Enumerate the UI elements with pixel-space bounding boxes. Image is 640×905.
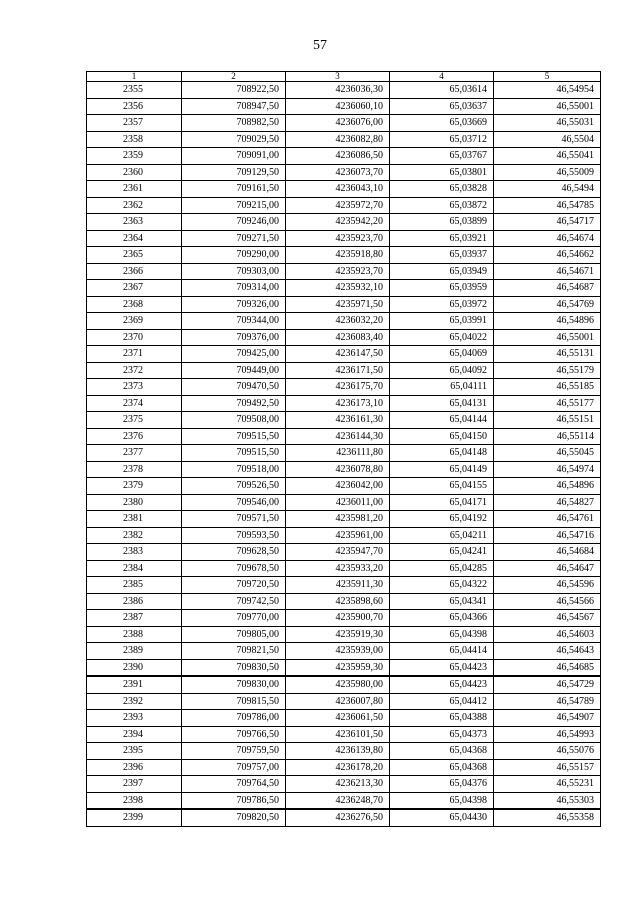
table-cell: 709246,00 [182,214,286,231]
table-row [87,131,601,148]
table-cell: 4235933,20 [286,560,390,577]
table-cell: 4235932,10 [286,280,390,297]
table-cell: 46,54769 [494,296,601,313]
table-cell: 65,03937 [390,247,494,264]
table-cell: 4235923,70 [286,263,390,280]
table-cell: 46,55185 [494,379,601,396]
table-row [87,296,601,313]
table-cell: 2382 [87,527,182,544]
table-cell: 46,54896 [494,478,601,495]
table-cell: 46,54567 [494,610,601,627]
table-cell: 46,55001 [494,329,601,346]
table-row [87,115,601,132]
table-cell: 65,03991 [390,313,494,330]
table-cell: 65,04241 [390,544,494,561]
table-cell: 4236042,00 [286,478,390,495]
table-cell: 2383 [87,544,182,561]
table-row [87,809,601,826]
table-cell: 46,55045 [494,445,601,462]
table-cell: 4236147,50 [286,346,390,363]
table-row [87,362,601,379]
coordinates-table [86,71,601,827]
table-cell: 46,54974 [494,461,601,478]
table-cell: 709271,50 [182,230,286,247]
table-cell: 708982,50 [182,115,286,132]
table-cell: 65,03637 [390,98,494,115]
table-cell: 2361 [87,181,182,198]
table-cell: 46,55001 [494,98,601,115]
table-cell: 4236060,10 [286,98,390,115]
table-cell: 2391 [87,676,182,693]
table-row [87,792,601,809]
table-row [87,659,601,676]
table-cell: 4236061,50 [286,710,390,727]
table-row [87,214,601,231]
table-cell: 46,55151 [494,412,601,429]
table-cell: 65,03801 [390,164,494,181]
table-cell: 65,03828 [390,181,494,198]
table-cell: 709757,00 [182,759,286,776]
table-cell: 709515,50 [182,445,286,462]
table-cell: 46,54566 [494,593,601,610]
column-header-5: 5 [494,72,601,82]
table-row [87,247,601,264]
table-cell: 46,55009 [494,164,601,181]
table-cell: 2368 [87,296,182,313]
table-cell: 65,04423 [390,676,494,693]
table-row [87,263,601,280]
table-cell: 2355 [87,82,182,99]
table-cell: 46,54662 [494,247,601,264]
table-row [87,643,601,660]
table-cell: 2378 [87,461,182,478]
table-cell: 65,04211 [390,527,494,544]
table-cell: 2365 [87,247,182,264]
table-row [87,494,601,511]
table-cell: 46,54785 [494,197,601,214]
table-cell: 709628,50 [182,544,286,561]
table-cell: 2358 [87,131,182,148]
table-cell: 2398 [87,792,182,809]
table-cell: 709161,50 [182,181,286,198]
table-cell: 709029,50 [182,131,286,148]
table-cell: 709742,50 [182,593,286,610]
table-cell: 65,04285 [390,560,494,577]
table-row [87,544,601,561]
table-cell: 46,54761 [494,511,601,528]
page-number: 57 [313,38,327,53]
table-cell: 65,04111 [390,379,494,396]
table-cell: 4235911,30 [286,577,390,594]
table-cell: 4235919,30 [286,626,390,643]
table-cell: 46,54684 [494,544,601,561]
table-cell: 709449,00 [182,362,286,379]
table-row [87,527,601,544]
table-cell: 709805,00 [182,626,286,643]
table-cell: 4236101,50 [286,726,390,743]
table-cell: 709215,00 [182,197,286,214]
table-cell: 2397 [87,776,182,793]
table-cell: 4236076,00 [286,115,390,132]
table-row [87,164,601,181]
table-row [87,478,601,495]
table-cell: 46,54685 [494,659,601,676]
table-cell: 2371 [87,346,182,363]
table-cell: 709508,00 [182,412,286,429]
table-row [87,511,601,528]
table-cell: 2387 [87,610,182,627]
table-row [87,148,601,165]
table-cell: 65,03614 [390,82,494,99]
table-header-row [87,72,601,82]
table-cell: 709314,00 [182,280,286,297]
table-row [87,181,601,198]
table-cell: 4236139,80 [286,743,390,760]
table-row [87,776,601,793]
table-cell: 46,54671 [494,263,601,280]
table-cell: 2381 [87,511,182,528]
table-cell: 4235959,30 [286,659,390,676]
table-cell: 65,04398 [390,626,494,643]
table-cell: 46,54603 [494,626,601,643]
table-row [87,710,601,727]
table-cell: 65,04398 [390,792,494,809]
table-cell: 65,03959 [390,280,494,297]
table-cell: 4235918,80 [286,247,390,264]
table-cell: 2386 [87,593,182,610]
table-cell: 46,54993 [494,726,601,743]
table-cell: 709492,50 [182,395,286,412]
table-cell: 2392 [87,693,182,710]
table-cell: 2396 [87,759,182,776]
table-cell: 709678,50 [182,560,286,577]
table-cell: 46,54954 [494,82,601,99]
table-row [87,379,601,396]
table-cell: 65,04322 [390,577,494,594]
table-cell: 2399 [87,809,182,826]
table-cell: 2395 [87,743,182,760]
table-cell: 46,55114 [494,428,601,445]
table-cell: 709764,50 [182,776,286,793]
table-cell: 46,55157 [494,759,601,776]
table-cell: 4236276,50 [286,809,390,826]
table-cell: 65,03669 [390,115,494,132]
table-row [87,461,601,478]
table-cell: 46,5494 [494,181,601,198]
table-cell: 4236171,50 [286,362,390,379]
table-cell: 65,03872 [390,197,494,214]
table-cell: 709376,00 [182,329,286,346]
table-cell: 46,55076 [494,743,601,760]
table-cell: 2388 [87,626,182,643]
table-cell: 4235980,00 [286,676,390,693]
table-cell: 65,04131 [390,395,494,412]
table-cell: 4236173,10 [286,395,390,412]
table-row [87,313,601,330]
table-cell: 4235900,70 [286,610,390,627]
table-row [87,329,601,346]
table-cell: 65,04155 [390,478,494,495]
table-cell: 46,55177 [494,395,601,412]
table-cell: 65,03899 [390,214,494,231]
table-cell: 709770,00 [182,610,286,627]
table-row [87,577,601,594]
table-cell: 46,5504 [494,131,601,148]
table-row [87,346,601,363]
table-cell: 65,04373 [390,726,494,743]
table-cell: 709766,50 [182,726,286,743]
table-cell: 2363 [87,214,182,231]
table-cell: 2366 [87,263,182,280]
table-cell: 709091,00 [182,148,286,165]
table-cell: 4236073,70 [286,164,390,181]
table-cell: 65,04022 [390,329,494,346]
table-row [87,560,601,577]
table-cell: 46,54717 [494,214,601,231]
table-body [87,82,601,827]
table-cell: 4236078,80 [286,461,390,478]
table-cell: 4236011,00 [286,494,390,511]
table-cell: 46,54729 [494,676,601,693]
table-cell: 65,04092 [390,362,494,379]
table-cell: 65,04192 [390,511,494,528]
table-cell: 4236175,70 [286,379,390,396]
table-cell: 4235961,00 [286,527,390,544]
table-cell: 65,04414 [390,643,494,660]
table-cell: 65,04069 [390,346,494,363]
column-header-3: 3 [286,72,390,82]
table-row [87,280,601,297]
table-cell: 709830,50 [182,659,286,676]
table-cell: 4235923,70 [286,230,390,247]
column-header-4: 4 [390,72,494,82]
table-cell: 46,54674 [494,230,601,247]
table-cell: 65,04368 [390,743,494,760]
table-cell: 709759,50 [182,743,286,760]
table-cell: 709815,50 [182,693,286,710]
table-cell: 46,54596 [494,577,601,594]
table-cell: 4236007,80 [286,693,390,710]
table-cell: 2357 [87,115,182,132]
table-row [87,428,601,445]
table-cell: 65,04144 [390,412,494,429]
table-cell: 2390 [87,659,182,676]
table-cell: 65,04412 [390,693,494,710]
table-cell: 2369 [87,313,182,330]
table-cell: 65,04366 [390,610,494,627]
table-cell: 2362 [87,197,182,214]
table-cell: 4235972,70 [286,197,390,214]
table-cell: 2360 [87,164,182,181]
table-cell: 2393 [87,710,182,727]
table-cell: 65,04171 [390,494,494,511]
table-cell: 46,55031 [494,115,601,132]
table-cell: 4236036,30 [286,82,390,99]
table-cell: 709593,50 [182,527,286,544]
table-cell: 709786,50 [182,792,286,809]
table-cell: 4236082,80 [286,131,390,148]
table-cell: 4236032,20 [286,313,390,330]
table-cell: 46,55179 [494,362,601,379]
table-cell: 65,03767 [390,148,494,165]
table-cell: 46,54643 [494,643,601,660]
table-cell: 65,03921 [390,230,494,247]
table-cell: 708922,50 [182,82,286,99]
table-cell: 46,55041 [494,148,601,165]
table-cell: 4235981,20 [286,511,390,528]
table-row [87,395,601,412]
table-row [87,676,601,693]
table-cell: 2394 [87,726,182,743]
table-cell: 65,03712 [390,131,494,148]
table-cell: 709720,50 [182,577,286,594]
table-cell: 709546,00 [182,494,286,511]
table-cell: 4236083,40 [286,329,390,346]
table-cell: 2389 [87,643,182,660]
table-cell: 4236178,20 [286,759,390,776]
table-cell: 2372 [87,362,182,379]
table-cell: 4236086,50 [286,148,390,165]
table-row [87,743,601,760]
table-cell: 65,03949 [390,263,494,280]
table-cell: 46,54789 [494,693,601,710]
table-cell: 709786,00 [182,710,286,727]
table-cell: 46,54716 [494,527,601,544]
table-cell: 46,55303 [494,792,601,809]
table-cell: 46,55131 [494,346,601,363]
table-cell: 46,54647 [494,560,601,577]
table-cell: 2385 [87,577,182,594]
table-cell: 4236144,30 [286,428,390,445]
table-row [87,82,601,99]
table-cell: 709821,50 [182,643,286,660]
table-row [87,445,601,462]
table-cell: 2370 [87,329,182,346]
table-row [87,610,601,627]
table-row [87,726,601,743]
table-cell: 2356 [87,98,182,115]
table-cell: 709303,00 [182,263,286,280]
table-cell: 709830,00 [182,676,286,693]
table-cell: 65,04148 [390,445,494,462]
table-cell: 4236248,70 [286,792,390,809]
column-header-1: 1 [87,72,182,82]
table-cell: 4235971,50 [286,296,390,313]
table-cell: 4235947,70 [286,544,390,561]
table-cell: 709571,50 [182,511,286,528]
table-cell: 65,04430 [390,809,494,826]
table-cell: 46,54687 [494,280,601,297]
table-cell: 2367 [87,280,182,297]
table-cell: 2375 [87,412,182,429]
table-row [87,230,601,247]
table-row [87,626,601,643]
table-cell: 2376 [87,428,182,445]
table-cell: 65,04150 [390,428,494,445]
table-row [87,197,601,214]
table-cell: 2374 [87,395,182,412]
table-cell: 4236213,30 [286,776,390,793]
table-cell: 65,04388 [390,710,494,727]
table-cell: 4236111,80 [286,445,390,462]
table-cell: 4235898,60 [286,593,390,610]
table-cell: 709526,50 [182,478,286,495]
column-header-2: 2 [182,72,286,82]
table-cell: 2377 [87,445,182,462]
table-cell: 4235942,20 [286,214,390,231]
table-row [87,759,601,776]
table-cell: 709326,00 [182,296,286,313]
table-cell: 46,54907 [494,710,601,727]
table-cell: 4236043,10 [286,181,390,198]
table-cell: 709518,00 [182,461,286,478]
table-cell: 4236161,30 [286,412,390,429]
table-cell: 46,55358 [494,809,601,826]
table-cell: 65,04376 [390,776,494,793]
table-cell: 709290,00 [182,247,286,264]
table-cell: 46,54896 [494,313,601,330]
table-cell: 65,04423 [390,659,494,676]
table-cell: 2359 [87,148,182,165]
table-cell: 2364 [87,230,182,247]
table-cell: 708947,50 [182,98,286,115]
table-row [87,412,601,429]
table-cell: 709820,50 [182,809,286,826]
table-cell: 2384 [87,560,182,577]
table-cell: 709129,50 [182,164,286,181]
table-cell: 709425,00 [182,346,286,363]
table-cell: 709515,50 [182,428,286,445]
table-cell: 709344,00 [182,313,286,330]
table-cell: 65,03972 [390,296,494,313]
table-row [87,693,601,710]
table-cell: 65,04368 [390,759,494,776]
table-cell: 4235939,00 [286,643,390,660]
table-cell: 46,54827 [494,494,601,511]
table-cell: 2379 [87,478,182,495]
table-cell: 65,04341 [390,593,494,610]
table-cell: 65,04149 [390,461,494,478]
table-row [87,98,601,115]
table-cell: 46,55231 [494,776,601,793]
table-cell: 2380 [87,494,182,511]
table-cell: 2373 [87,379,182,396]
table-cell: 709470,50 [182,379,286,396]
table-row [87,593,601,610]
